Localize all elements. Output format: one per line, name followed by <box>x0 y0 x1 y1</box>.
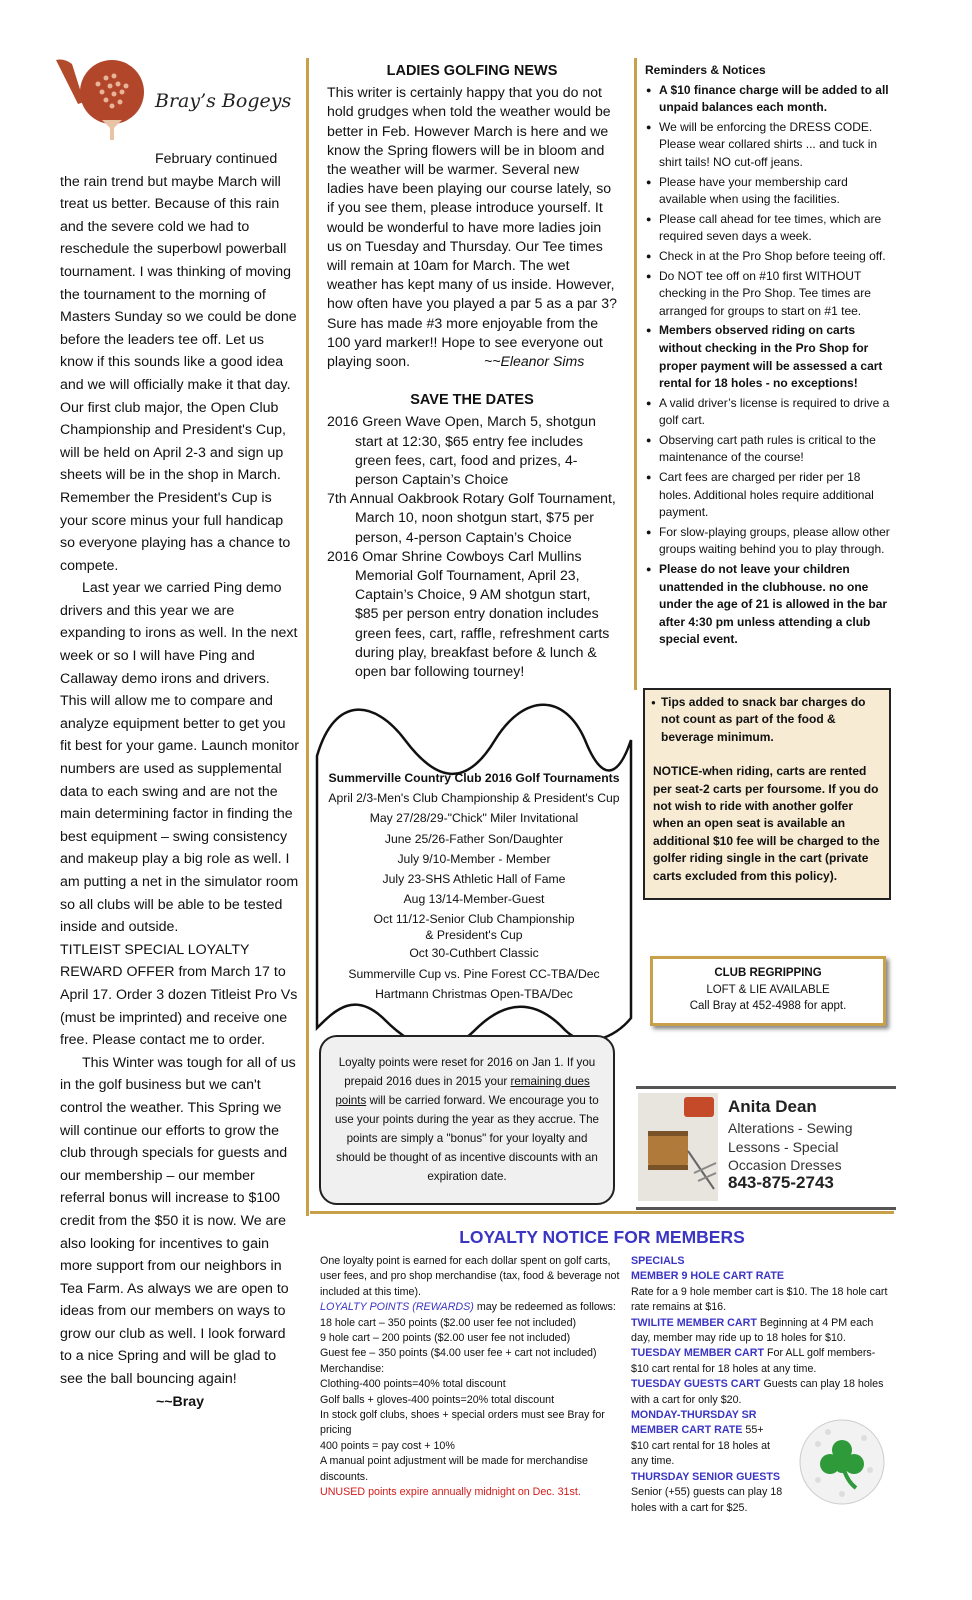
special-text: Rate for a 9 hole member cart is $10. The 18 hole cart rate remains at $16. <box>631 1285 888 1314</box>
ad-description <box>728 1119 898 1175</box>
date-item: 2016 Omar Shrine Cowboys Carl Mullins Memorial Golf Tournament, April 23, Captain’s Choice, 9 AM shotgun start, $85 per person entry donation includes green fees, cart, raffle, refreshment carts during play, breakfast before & lunch & open bar following tourney! <box>327 547 610 680</box>
ladies-signature: ~~Eleanor Sims <box>483 353 585 370</box>
special-text: Beginning at 4 PM each day, member may ride up to 18 holes for $10. <box>631 1316 874 1345</box>
loyalty-intro: One loyalty point is earned for each dollar spent on golf carts, user fees, and pro shop merchandise (tax, food & beverage not included at this time). <box>320 1255 620 1298</box>
special-item <box>631 1423 783 1469</box>
reminder-item: ● Cart fees are charged per rider per 18 holes. Additional holes require additional payment. <box>659 469 891 522</box>
sewing-thread-icon <box>638 1093 718 1201</box>
ad-line: Occasion Dresses <box>728 1157 842 1173</box>
special-text: 55+ $10 cart rental for 18 holes at any time. <box>631 1424 771 1468</box>
reminder-item: ● Check in at the Pro Shop before teeing off. <box>659 248 891 266</box>
date-item: 7th Annual Oakbrook Rotary Golf Tournament, March 10, noon shotgun start, $75 per person, 4-person Captain’s Choice <box>327 490 616 545</box>
loyalty-reset-text-b: will be carried forward. We encourage you to use your points during the year as they accrue. The points are simply a "bonus" for your loyalty and should be thought of as incentive discounts with an expiration date. <box>334 1094 600 1183</box>
loyalty-line: In stock golf clubs, shoes + special orders must see Bray for pricing <box>320 1409 605 1437</box>
loyalty-rules <box>320 1254 620 1501</box>
special-text: Senior (+55) guests can play 18 holes with a cart for $25. <box>631 1486 783 1514</box>
snack-bar-tip: ● Tips added to snack bar charges do not count as part of the food & beverage minimum. <box>653 694 883 746</box>
loyalty-line: Clothing-400 points=40% total discount <box>320 1378 506 1391</box>
tournament-item: June 25/26-Father Son/Daughter <box>384 831 564 846</box>
reminder-item: ● A $10 finance charge will be added to all unpaid balances each month. <box>659 82 891 117</box>
tournament-item: Oct 11/12-Senior Club Championship <box>373 912 575 927</box>
brays-bogeys-header <box>60 60 300 148</box>
cart-notice-text: NOTICE-when riding, carts are rented per seat-2 carts per foursome. If you do not wish to ride with another golfer when an open seat is available an additional $10 fee will be charged to the golfer riding single in the cart (private carts excluded from this policy). <box>653 764 880 883</box>
special-title: MEMBER CART RATE <box>631 1424 743 1437</box>
loyalty-points-label: LOYALTY POINTS (REWARDS) <box>320 1301 474 1314</box>
regrip-title: CLUB REGRIPPING <box>714 967 822 979</box>
reminder-item: ● Please have your membership card available when using the facilities. <box>659 174 891 209</box>
regrip-loft-lie: LOFT & LIE AVAILABLE <box>706 983 830 996</box>
special-item <box>631 1346 891 1377</box>
loyalty-line: A manual point adjustment will be made for merchandise discounts. <box>320 1455 588 1483</box>
reminder-item: ● A valid driver’s license is required to drive a golf cart. <box>659 395 891 430</box>
special-title: TUESDAY MEMBER CART <box>631 1347 765 1360</box>
tournament-item: April 2/3-Men's Club Championship & President's Cup <box>328 791 620 806</box>
reminder-item: ● For slow-playing groups, please allow other groups waiting behind you to play through. <box>659 524 891 559</box>
loyalty-line: Merchandise: <box>320 1362 385 1375</box>
tournament-item: Oct 30-Cuthbert Classic <box>409 946 539 961</box>
special-title: THURSDAY SENIOR GUESTS <box>631 1470 781 1483</box>
tournament-item: Summerville Cup vs. Pine Forest CC-TBA/Dec <box>348 966 600 981</box>
loyalty-reset-text-a: Loyalty points were reset for 2016 on Jan 1. If you prepaid 2016 dues in 2015 your <box>338 1056 596 1088</box>
ad-phone: 843-875-2743 <box>728 1173 834 1192</box>
brays-bogeys-title: Bray’s Bogeys <box>155 90 292 112</box>
tournaments-title: Summerville Country Club 2016 Golf Tournaments <box>328 771 620 785</box>
tournament-item: Hartmann Christmas Open-TBA/Dec <box>375 986 573 1001</box>
special-title: MEMBER 9 HOLE CART RATE <box>631 1270 784 1283</box>
reminders-list <box>645 82 891 649</box>
reminder-item: ● Please do not leave your children unattended in the clubhouse. no one under the age of 21 is allowed in the bar after 4:30 pm unless attending a club special event. <box>659 561 891 649</box>
reminder-item: ● Please call ahead for tee times, which are required seven days a week. <box>659 211 891 246</box>
points-expire-note: UNUSED points expire annually midnight on Dec. 31st. <box>320 1486 581 1499</box>
reminder-item: ● Members observed riding on carts without checking in the Pro Shop for proper payment will be assessed a cart rental for 18 holes - no exceptions! <box>659 322 891 392</box>
loyalty-line: 400 points = pay cost + 10% <box>320 1439 455 1452</box>
loyalty-line: Guest fee – 350 points ($4.00 user fee + cart not included) <box>320 1347 597 1360</box>
bray-signature: ~~Bray <box>155 1393 205 1410</box>
ladies-golfing-body <box>327 83 617 371</box>
ladies-golfing-section <box>327 62 617 681</box>
column-divider-left <box>306 58 309 1216</box>
loyalty-line: Golf balls + gloves-400 points=20% total discount <box>320 1393 555 1406</box>
brays-paragraph-1: February continued the rain trend but maybe March will treat us better. Because of this rain and the severe cold we had to reschedule the superbowl powerball tournament. I was thinking of moving the tournament to the morning of Masters Sunday so we could be done before the leaders tee off. Let us know if this sounds like a good idea and we will officially make it that day. Our first club major, the Open Club Championship and President's Cup, will be held on April 2-3 and sign up sheets will be in the shop in March. Remember the President's Cup is your score minus your full handicap so everyone playing has a chance to compete. <box>60 151 297 574</box>
remaining-dues-points: remaining dues points <box>335 1075 590 1107</box>
special-title: TWILITE MEMBER CART <box>631 1316 757 1329</box>
ad-line: Lessons - Special <box>728 1138 839 1155</box>
special-title: TUESDAY GUESTS CART <box>631 1378 761 1391</box>
ladies-golfing-title: LADIES GOLFING NEWS <box>386 63 558 79</box>
date-item: 2016 Green Wave Open, March 5, shotgun start at 12:30, $65 entry fee includes green fees, cart, food and prizes, 4-person Captain’s Choice <box>327 413 596 488</box>
loyalty-line: 9 hole cart – 200 points ($2.00 user fee not included) <box>320 1332 571 1345</box>
ad-line: Alterations - Sewing <box>728 1120 853 1136</box>
ladies-golfing-text: This writer is certainly happy that you do not hold grudges when told the weather would be better in Feb. However March is here and we know the Spring flowers will be in bloom and the weather will be warmer. Several new ladies have been playing our course lately, so if you see them, please introduce yourself. It would be wonderful to have more ladies join us on Tuesday and Thursday. Our Tee times will remain at 10am for March. The wet weather has kept many of us inside. However, how often have you played a par 5 as a par 3? Sure has made #3 more enjoyable from the 100 yard marker!! Hope to see everyone out playing soon. <box>327 84 617 370</box>
section-divider <box>310 1211 894 1214</box>
reminder-item: ● We will be enforcing the DRESS CODE. Please wear collared shirts ... and tuck in shirt tails! NO cut-off jeans. <box>659 119 891 172</box>
special-text: For ALL golf members- $10 cart rental for 18 holes at any time. <box>631 1347 876 1375</box>
brays-paragraph-2: Last year we carried Ping demo drivers and this year we are expanding to irons as well. In the next week or so I will have Ping and Callaway demo irons and drivers. This will allow me to compare and analyze equipment better to get you fit best for your game. Launch monitor numbers are used as supplemental data to each swing and are not the main determining factor in finding the best equipment – swing consistency and makeup play a big role as well. I am putting a net in the simulator room so all clubs will be able to be tested inside and outside. <box>60 580 299 936</box>
loyalty-redeem-text: may be redeemed as follows: <box>476 1301 616 1314</box>
tournament-item: May 27/28/29-"Chick" Miler Invitational <box>369 811 579 826</box>
reminder-item: ● Observing cart path rules is critical to the maintenance of the course! <box>659 432 891 467</box>
reminders-column <box>645 62 891 651</box>
cart-notice-box <box>643 688 891 900</box>
loyalty-notice-title: LOYALTY NOTICE FOR MEMBERS <box>459 1227 745 1247</box>
loyalty-redeem <box>320 1300 620 1315</box>
loyalty-line: 18 hole cart – 350 points ($2.00 user fee not included) <box>320 1316 577 1329</box>
special-title: MONDAY-THURSDAY SR <box>631 1409 757 1422</box>
shamrock-golf-ball-icon <box>798 1414 886 1510</box>
tournament-item: & President's Cup <box>425 928 523 943</box>
anita-dean-ad <box>636 1086 896 1210</box>
brays-paragraph-4: This Winter was tough for all of us in the golf business but we can't control the weather. This Spring we will continue our efforts to grow the club through specials for guests and our membership – our member referral bonus will increase to $100 credit from the $50 it is now. We are also looking for incentives to gain more support from our neighbors in Tea Farm. As always we are open to ideas from our members on ways to grow our club as well. I look forward to a nice Spring and will be glad to see the ball bouncing again! <box>60 1054 296 1388</box>
golf-ball-logo-icon <box>54 56 150 142</box>
titleist-offer-paragraph: TITLEIST SPECIAL LOYALTY REWARD OFFER from March 17 to April 17. Order 3 dozen Titleist Pro Vs (must be imprinted) and receive one free. Please contact me to order. <box>60 941 298 1049</box>
special-text: Guests can play 18 holes with a cart for only $20. <box>631 1378 884 1406</box>
brays-bogeys-column <box>60 60 300 1413</box>
tournament-item: July 9/10-Member - Member <box>397 851 551 866</box>
club-regripping-box <box>650 956 886 1026</box>
tournament-item: Aug 13/14-Member-Guest <box>403 892 545 907</box>
column-divider-right <box>634 58 637 690</box>
special-item <box>631 1377 891 1408</box>
reminders-title: Reminders & Notices <box>645 63 766 77</box>
reminder-item: ● Do NOT tee off on #10 first WITHOUT checking in the Pro Shop. Tee times are arranged for groups to start on #1 tee. <box>659 268 891 321</box>
specials-title: SPECIALS <box>631 1255 685 1267</box>
club-tournaments-list <box>318 768 630 1004</box>
special-item <box>631 1316 891 1347</box>
ad-name: Anita Dean <box>728 1097 817 1116</box>
regrip-call: Call Bray at 452-4988 for appt. <box>689 1000 847 1013</box>
save-the-dates-title: SAVE THE DATES <box>410 392 534 409</box>
tournament-item: July 23-SHS Athletic Hall of Fame <box>382 872 566 887</box>
loyalty-reset-box <box>319 1035 615 1205</box>
